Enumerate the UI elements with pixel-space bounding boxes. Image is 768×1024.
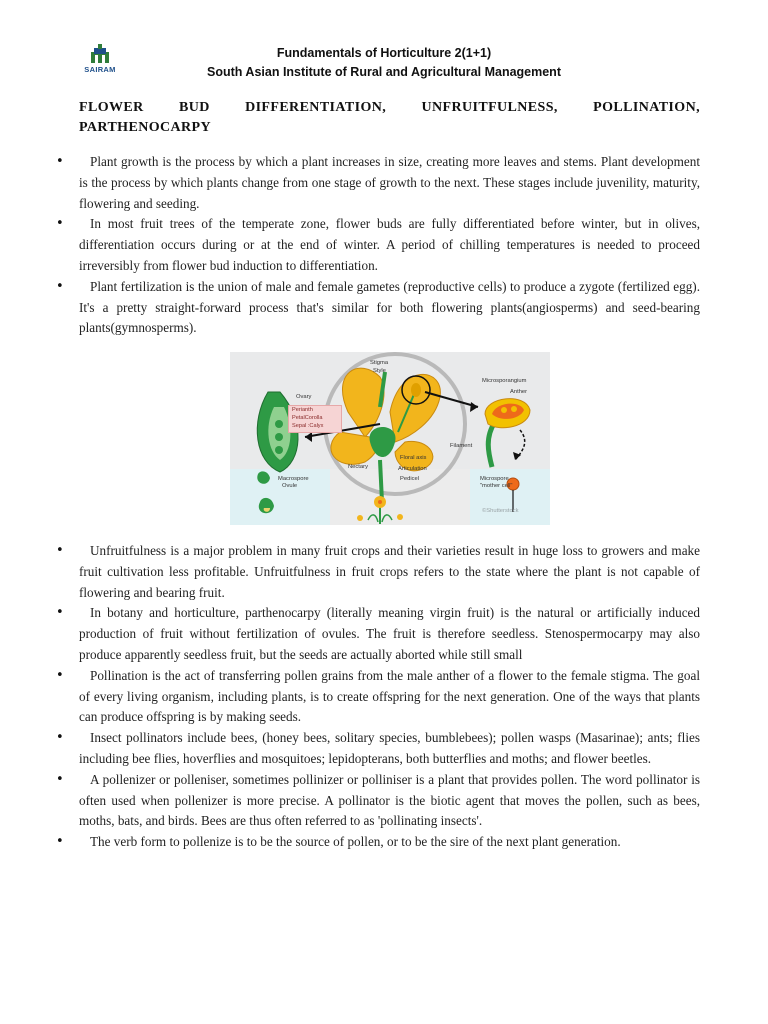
list-item [0,277,700,339]
logo-text: SAIRAM [84,65,116,74]
list-item-text: A pollenizer or polleniser, sometimes pollinizer or polliniser is a plant that provides pollen. The word pollinator is often used when pollenizer is more precise. A pollinator is the biotic agent that moves the pollen, such as bees, moths, bats, and birds. Bees are thus often referred to as 'pollinating insects'. [79,771,700,829]
institute-logo [78,44,122,80]
label-sepal-calyx: Sepal :Calyx [292,423,324,429]
label-microspore: Microspore [480,476,509,482]
document-header [0,44,768,84]
title-word: UNFRUITFULNESS, [421,100,558,115]
list-item [0,832,700,853]
list-item-text: Pollination is the act of transferring pollen grains from the male anther of a flower to the female stigma. The goal of every living organism, including plants, is to create offspring for the next generation. One of the ways that plants can produce offspring is by making seeds. [79,667,700,725]
title-word: BUD [178,100,210,115]
label-ovule: Ovule [282,483,298,489]
list-item-text: Unfruitfulness is a major problem in many fruit crops and their varieties result in huge loss to growers and make fruit cultivation less profitable. Unfruitfulness in fruit crops refers to the state where the plant is not capable of flowering and bearing fruit. [79,543,700,600]
label-microsporangium: Microsporangium [482,378,527,384]
bullet-icon: • [56,605,64,621]
bullet-icon: • [56,216,64,232]
list-item-text: Plant growth is the process by which a plant increases in size, creating more leaves and stems. Plant development is the process by which plants change from one stage of growth to the next. These stages include juvenility, maturity, flowering and seeding. [79,154,700,211]
list-item [0,603,700,665]
bullet-icon: • [56,667,64,683]
label-macrospore: Macrospore [278,476,309,482]
label-petal-corolla: PetalCorolla [292,415,323,421]
title-word: DIFFERENTIATION, [245,100,387,115]
course-title: Fundamentals of Horticulture 2(1+1) [276,46,492,60]
page-title [79,98,700,138]
bullet-icon: • [56,730,64,746]
title-word: FLOWER [79,100,144,115]
bullet-icon: • [56,278,64,294]
list-item [0,728,700,770]
label-pedicel: Pedicel [400,476,420,482]
list-item [0,770,700,832]
institute-name: South Asian Institute of Rural and Agricultural Management [207,65,561,79]
bullet-icon: • [56,543,64,558]
list-item-text: In botany and horticulture, parthenocarpy (literally meaning virgin fruit) is the natural or artificially induced production of fruit without fertilization of ovules. The fruit is therefore seedless. Stenospermocarpy may also produce apparently seedless fruit, but the seeds are actually aborted while still small [79,605,700,662]
list-item-text: In most fruit trees of the temperate zone, flower buds are fully differentiated before winter, but in olives, differentiation occurs during or at the end of winter. A period of chilling temperatures is needed to proceed irreversibly from flower bud induction to differentiation. [79,216,700,273]
perianth-legend [288,405,342,433]
list-item [0,152,700,214]
label-nectary: Nectary [348,464,368,470]
title-line-2: PARTHENOCARPY [79,120,211,135]
list-item-text: Insect pollinators include bees, (honey bees, solitary species, bumblebees); pollen wasps (Masarinae); ants; flies including bee flies, hoverflies and mosquitoes; lepidopterans, both butterflies and moths; and flower beetles. [79,730,700,766]
list-item-text: Plant fertilization is the union of male and female gametes (reproductive cells) to produce a zygote (fertilized egg). It's a pretty straight-forward process that's similar for both flowering plants(angiosperms) and seed-bearing plants(gymnosperms). [79,278,700,336]
bullet-icon: • [56,154,64,169]
label-filament: Filament [450,443,473,449]
label-mother-cell: "mother cell" [480,483,513,489]
list-item [0,541,700,603]
label-stigma: Stigma [370,360,389,366]
title-word: POLLINATION, [593,100,700,115]
list-item [0,666,700,728]
list-item [0,214,700,276]
label-articulation: Articulation [398,466,427,472]
flower-anatomy-figure [230,352,550,525]
list-item-text: The verb form to pollenize is to be the source of pollen, or to be the sire of the next plant generation. [90,834,621,850]
figure-watermark: ©Shutterstock [482,508,519,514]
label-floral-axis: Floral axis [400,455,427,461]
label-style: Style [373,368,386,374]
label-ovary: Ovary [296,394,312,400]
header-titles [150,44,618,82]
bullet-icon: • [56,771,64,787]
label-perianth: Perianth [292,407,313,413]
bullet-list-bottom [0,541,768,853]
bullet-icon: • [56,834,64,850]
bullet-list-top [0,152,768,339]
title-line-1 [79,98,700,118]
label-anther: Anther [510,389,528,395]
logo-emblem-icon [88,44,112,64]
